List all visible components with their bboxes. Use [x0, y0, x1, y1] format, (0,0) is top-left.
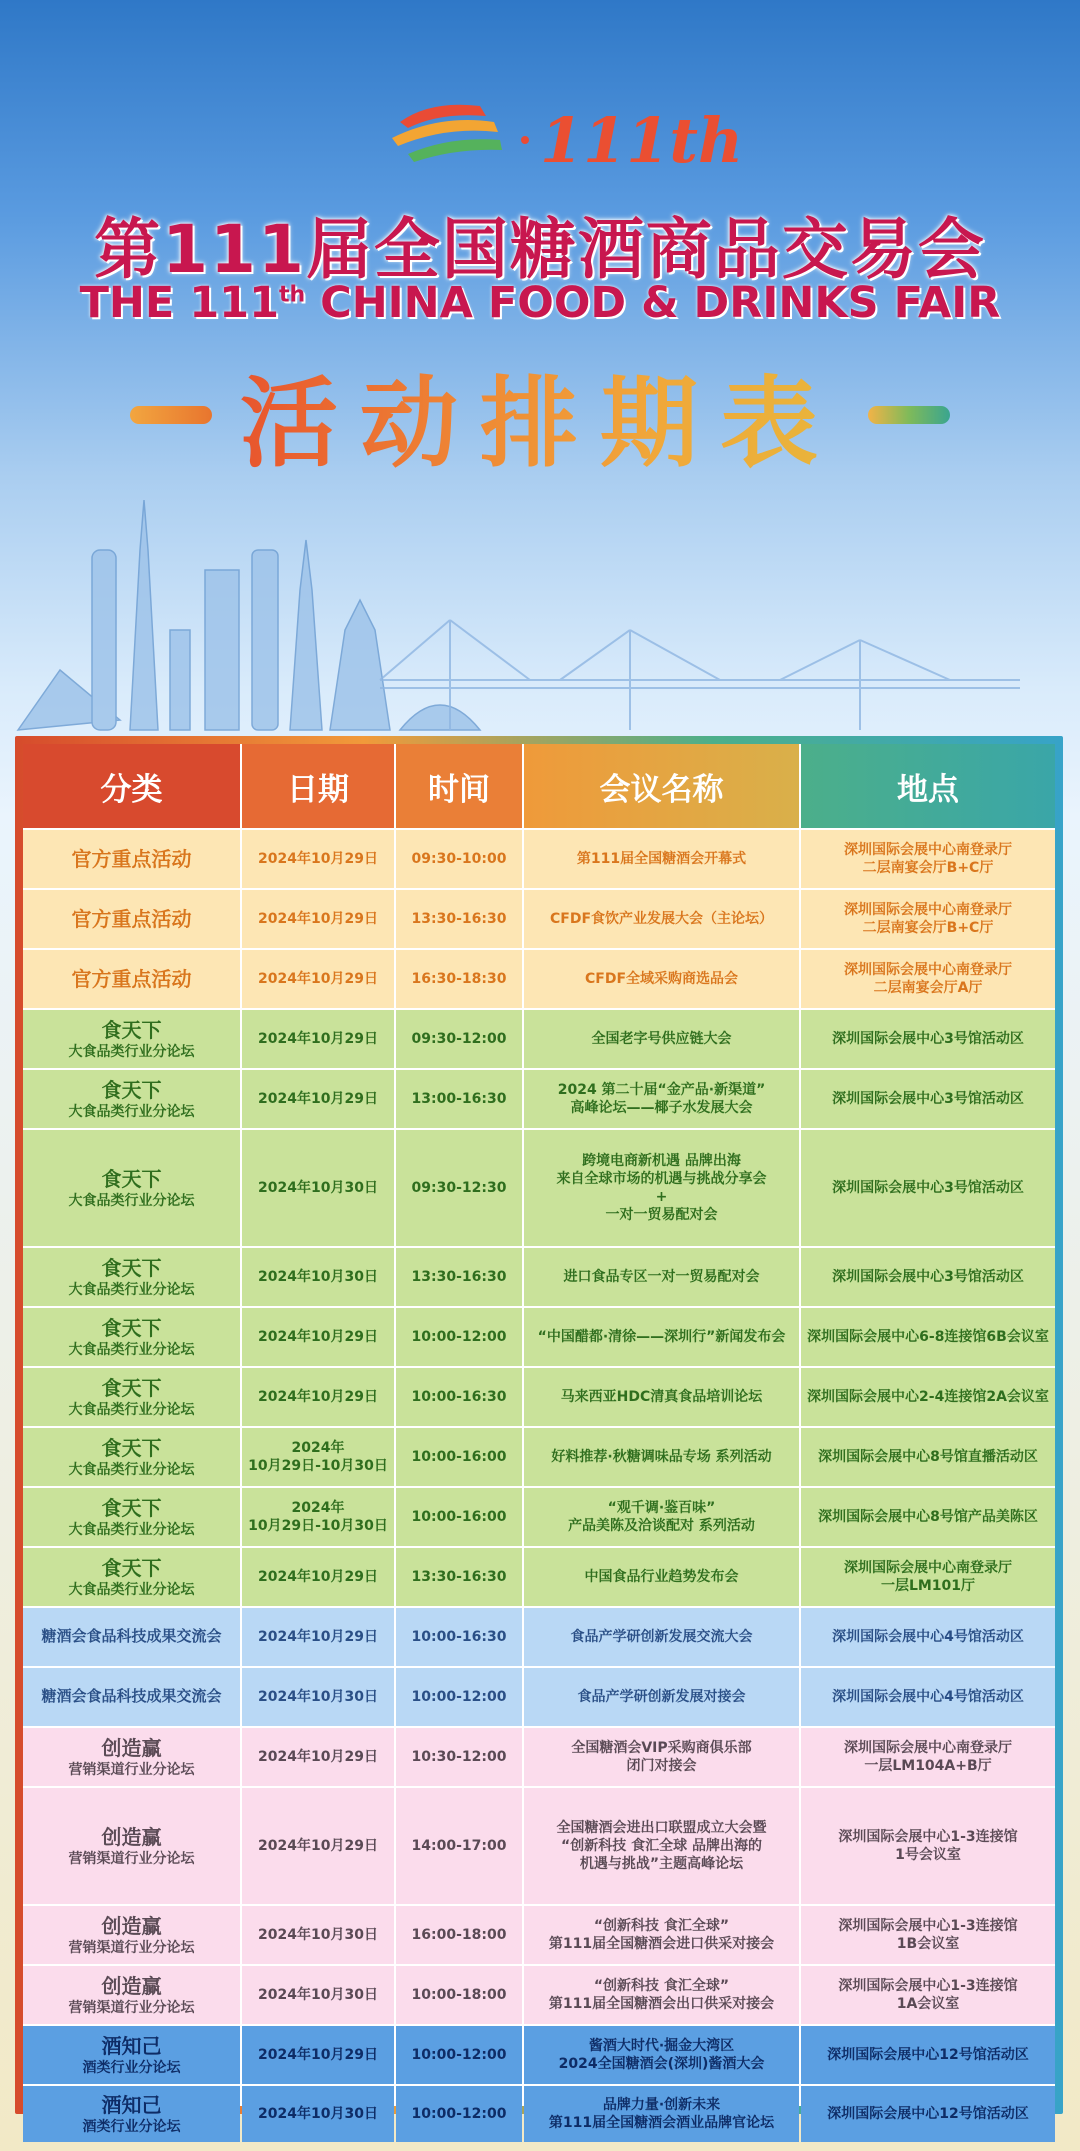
location-cell: 深圳国际会展中心8号馆产品美陈区 [801, 1488, 1055, 1546]
category-title: 官方重点活动 [71, 847, 192, 871]
category-subtitle: 酒类行业分论坛 [82, 2059, 181, 2076]
category-subtitle: 酒类行业分论坛 [82, 2118, 181, 2135]
time-cell: 10:00-16:00 [396, 1488, 522, 1546]
banner-dash-left [130, 406, 212, 424]
location-cell: 深圳国际会展中心3号馆活动区 [801, 1248, 1055, 1306]
time-cell: 13:30-16:30 [396, 1248, 522, 1306]
header-category: 分类 [23, 744, 240, 828]
category-cell [23, 1728, 240, 1786]
schedule-banner [0, 360, 1080, 481]
location-cell: 深圳国际会展中心1-3连接馆 1B会议室 [801, 1906, 1055, 1964]
meeting-name-cell: 酱酒大时代·掘金大湾区 2024全国糖酒会(深圳)酱酒大会 [524, 2026, 799, 2084]
category-subtitle: 糖酒会食品科技成果交流会 [41, 1627, 222, 1646]
category-cell [23, 1548, 240, 1606]
time-cell: 09:30-12:00 [396, 1010, 522, 1068]
category-title: 官方重点活动 [71, 967, 192, 991]
category-subtitle: 大食品类行业分论坛 [68, 1401, 195, 1418]
category-title: 食天下 [101, 1017, 162, 1042]
location-cell: 深圳国际会展中心3号馆活动区 [801, 1010, 1055, 1068]
category-title: 食天下 [101, 1555, 162, 1580]
meeting-name-cell: 第111届全国糖酒会开幕式 [524, 830, 799, 888]
category-cell [23, 1130, 240, 1246]
category-title: 食天下 [101, 1077, 162, 1102]
svg-text:111th: 111th [540, 104, 744, 177]
date-cell: 2024年10月29日 [242, 1010, 394, 1068]
time-cell: 10:00-12:00 [396, 2026, 522, 2084]
header-location: 地点 [801, 744, 1055, 828]
meeting-name-cell: CFDF食饮产业发展大会（主论坛） [524, 890, 799, 948]
location-cell: 深圳国际会展中心6-8连接馆6B会议室 [801, 1308, 1055, 1366]
location-cell: 深圳国际会展中心4号馆活动区 [801, 1668, 1055, 1726]
category-cell [23, 1668, 240, 1726]
category-title: 创造赢 [101, 1973, 162, 1998]
meeting-name-cell: 食品产学研创新发展对接会 [524, 1668, 799, 1726]
category-subtitle: 糖酒会食品科技成果交流会 [41, 1687, 222, 1706]
category-cell [23, 890, 240, 948]
time-cell: 09:30-12:30 [396, 1130, 522, 1246]
category-subtitle: 大食品类行业分论坛 [68, 1103, 195, 1120]
time-cell: 13:30-16:30 [396, 1548, 522, 1606]
date-cell: 2024年10月29日 [242, 830, 394, 888]
category-cell [23, 1368, 240, 1426]
category-subtitle: 营销渠道行业分论坛 [68, 1850, 195, 1867]
location-cell: 深圳国际会展中心4号馆活动区 [801, 1608, 1055, 1666]
banner-title: 活动排期表 [240, 345, 840, 486]
time-cell: 10:00-16:30 [396, 1608, 522, 1666]
meeting-name-cell: “观千调·鉴百味” 产品美陈及洽谈配对 系列活动 [524, 1488, 799, 1546]
date-cell: 2024年10月30日 [242, 2086, 394, 2142]
meeting-name-cell: “创新科技 食汇全球” 第111届全国糖酒会进口供采对接会 [524, 1906, 799, 1964]
location-cell: 深圳国际会展中心12号馆活动区 [801, 2086, 1055, 2142]
date-cell: 2024年10月30日 [242, 1668, 394, 1726]
schedule-grid [23, 744, 1055, 2135]
time-cell: 13:00-16:30 [396, 1070, 522, 1128]
page-subtitle-en: THE 111th CHINA FOOD & DRINKS FAIR [79, 278, 1001, 328]
category-cell [23, 1428, 240, 1486]
location-cell: 深圳国际会展中心1-3连接馆 1A会议室 [801, 1966, 1055, 2024]
location-cell: 深圳国际会展中心2-4连接馆2A会议室 [801, 1368, 1055, 1426]
category-cell [23, 2086, 240, 2142]
meeting-name-cell: “中国醋都·清徐——深圳行”新闻发布会 [524, 1308, 799, 1366]
time-cell: 10:00-16:00 [396, 1428, 522, 1486]
category-title: 酒知己 [101, 2033, 162, 2058]
fair-logo [390, 92, 744, 177]
time-cell: 10:00-18:00 [396, 1966, 522, 2024]
time-cell: 10:30-12:00 [396, 1728, 522, 1786]
meeting-name-cell: 全国糖酒会VIP采购商俱乐部 闭门对接会 [524, 1728, 799, 1786]
category-subtitle: 营销渠道行业分论坛 [68, 1999, 195, 2016]
location-cell: 深圳国际会展中心南登录厅 二层南宴会厅B+C厅 [801, 830, 1055, 888]
category-title: 食天下 [101, 1315, 162, 1340]
time-cell: 09:30-10:00 [396, 830, 522, 888]
category-subtitle: 大食品类行业分论坛 [68, 1281, 195, 1298]
category-cell [23, 1906, 240, 1964]
location-cell: 深圳国际会展中心南登录厅 二层南宴会厅B+C厅 [801, 890, 1055, 948]
category-cell [23, 950, 240, 1008]
date-cell: 2024年 10月29日-10月30日 [242, 1428, 394, 1486]
meeting-name-cell: 进口食品专区一对一贸易配对会 [524, 1248, 799, 1306]
category-title: 食天下 [101, 1375, 162, 1400]
category-subtitle: 大食品类行业分论坛 [68, 1192, 195, 1209]
category-cell [23, 1788, 240, 1904]
time-cell: 14:00-17:00 [396, 1788, 522, 1904]
category-subtitle: 大食品类行业分论坛 [68, 1581, 195, 1598]
category-subtitle: 营销渠道行业分论坛 [68, 1761, 195, 1778]
time-cell: 13:30-16:30 [396, 890, 522, 948]
location-cell: 深圳国际会展中心8号馆直播活动区 [801, 1428, 1055, 1486]
meeting-name-cell: CFDF全域采购商选品会 [524, 950, 799, 1008]
location-cell: 深圳国际会展中心3号馆活动区 [801, 1070, 1055, 1128]
date-cell: 2024年10月30日 [242, 1248, 394, 1306]
meeting-name-cell: 全国糖酒会进出口联盟成立大会暨 “创新科技 食汇全球 品牌出海的 机遇与挑战”主题高峰论坛 [524, 1788, 799, 1904]
page-title: 第111届全国糖酒商品交易会 [94, 211, 986, 288]
category-subtitle: 大食品类行业分论坛 [68, 1461, 195, 1478]
meeting-name-cell: 品牌力量·创新未来 第111届全国糖酒会酒业品牌官论坛 [524, 2086, 799, 2142]
date-cell: 2024年10月30日 [242, 1130, 394, 1246]
date-cell: 2024年10月29日 [242, 1608, 394, 1666]
schedule-table [15, 736, 1063, 2135]
time-cell: 10:00-16:30 [396, 1368, 522, 1426]
banner-dash-right [868, 406, 950, 424]
category-title: 食天下 [101, 1495, 162, 1520]
header-meeting-name: 会议名称 [524, 744, 799, 828]
category-title: 创造赢 [101, 1913, 162, 1938]
category-cell [23, 1070, 240, 1128]
category-cell [23, 830, 240, 888]
date-cell: 2024年 10月29日-10月30日 [242, 1488, 394, 1546]
date-cell: 2024年10月30日 [242, 1906, 394, 1964]
category-subtitle: 大食品类行业分论坛 [68, 1043, 195, 1060]
location-cell: 深圳国际会展中心南登录厅 二层南宴会厅A厅 [801, 950, 1055, 1008]
meeting-name-cell: 好料推荐·秋糖调味品专场 系列活动 [524, 1428, 799, 1486]
category-title: 食天下 [101, 1255, 162, 1280]
category-title: 官方重点活动 [71, 907, 192, 931]
category-cell [23, 1488, 240, 1546]
city-skyline-illustration [0, 480, 1080, 740]
category-cell [23, 1308, 240, 1366]
date-cell: 2024年10月29日 [242, 1308, 394, 1366]
location-cell: 深圳国际会展中心12号馆活动区 [801, 2026, 1055, 2084]
category-cell [23, 1010, 240, 1068]
location-cell: 深圳国际会展中心3号馆活动区 [801, 1130, 1055, 1246]
location-cell: 深圳国际会展中心南登录厅 一层LM104A+B厅 [801, 1728, 1055, 1786]
category-cell [23, 1608, 240, 1666]
time-cell: 10:00-12:00 [396, 1668, 522, 1726]
date-cell: 2024年10月29日 [242, 1728, 394, 1786]
category-title: 食天下 [101, 1435, 162, 1460]
category-subtitle: 大食品类行业分论坛 [68, 1521, 195, 1538]
category-title: 酒知己 [101, 2092, 162, 2117]
time-cell: 16:00-18:00 [396, 1906, 522, 1964]
date-cell: 2024年10月29日 [242, 1070, 394, 1128]
date-cell: 2024年10月29日 [242, 1548, 394, 1606]
category-cell [23, 2026, 240, 2084]
time-cell: 16:30-18:30 [396, 950, 522, 1008]
category-subtitle: 营销渠道行业分论坛 [68, 1939, 195, 1956]
date-cell: 2024年10月29日 [242, 2026, 394, 2084]
meeting-name-cell: 全国老字号供应链大会 [524, 1010, 799, 1068]
time-cell: 10:00-12:00 [396, 2086, 522, 2142]
date-cell: 2024年10月30日 [242, 1966, 394, 2024]
meeting-name-cell: 食品产学研创新发展交流大会 [524, 1608, 799, 1666]
date-cell: 2024年10月29日 [242, 890, 394, 948]
date-cell: 2024年10月29日 [242, 1788, 394, 1904]
meeting-name-cell: 跨境电商新机遇 品牌出海 来自全球市场的机遇与挑战分享会 + 一对一贸易配对会 [524, 1130, 799, 1246]
time-cell: 10:00-12:00 [396, 1308, 522, 1366]
location-cell: 深圳国际会展中心1-3连接馆 1号会议室 [801, 1788, 1055, 1904]
category-cell [23, 1248, 240, 1306]
category-title: 创造赢 [101, 1824, 162, 1849]
category-title: 创造赢 [101, 1735, 162, 1760]
meeting-name-cell: 马来西亚HDC清真食品培训论坛 [524, 1368, 799, 1426]
meeting-name-cell: 中国食品行业趋势发布会 [524, 1548, 799, 1606]
header-time: 时间 [396, 744, 522, 828]
category-title: 食天下 [101, 1166, 162, 1191]
location-cell: 深圳国际会展中心南登录厅 一层LM101厅 [801, 1548, 1055, 1606]
date-cell: 2024年10月29日 [242, 950, 394, 1008]
category-subtitle: 大食品类行业分论坛 [68, 1341, 195, 1358]
meeting-name-cell: “创新科技 食汇全球” 第111届全国糖酒会出口供采对接会 [524, 1966, 799, 2024]
header-date: 日期 [242, 744, 394, 828]
date-cell: 2024年10月29日 [242, 1368, 394, 1426]
category-cell [23, 1966, 240, 2024]
meeting-name-cell: 2024 第二十届“金产品·新渠道” 高峰论坛——椰子水发展大会 [524, 1070, 799, 1128]
